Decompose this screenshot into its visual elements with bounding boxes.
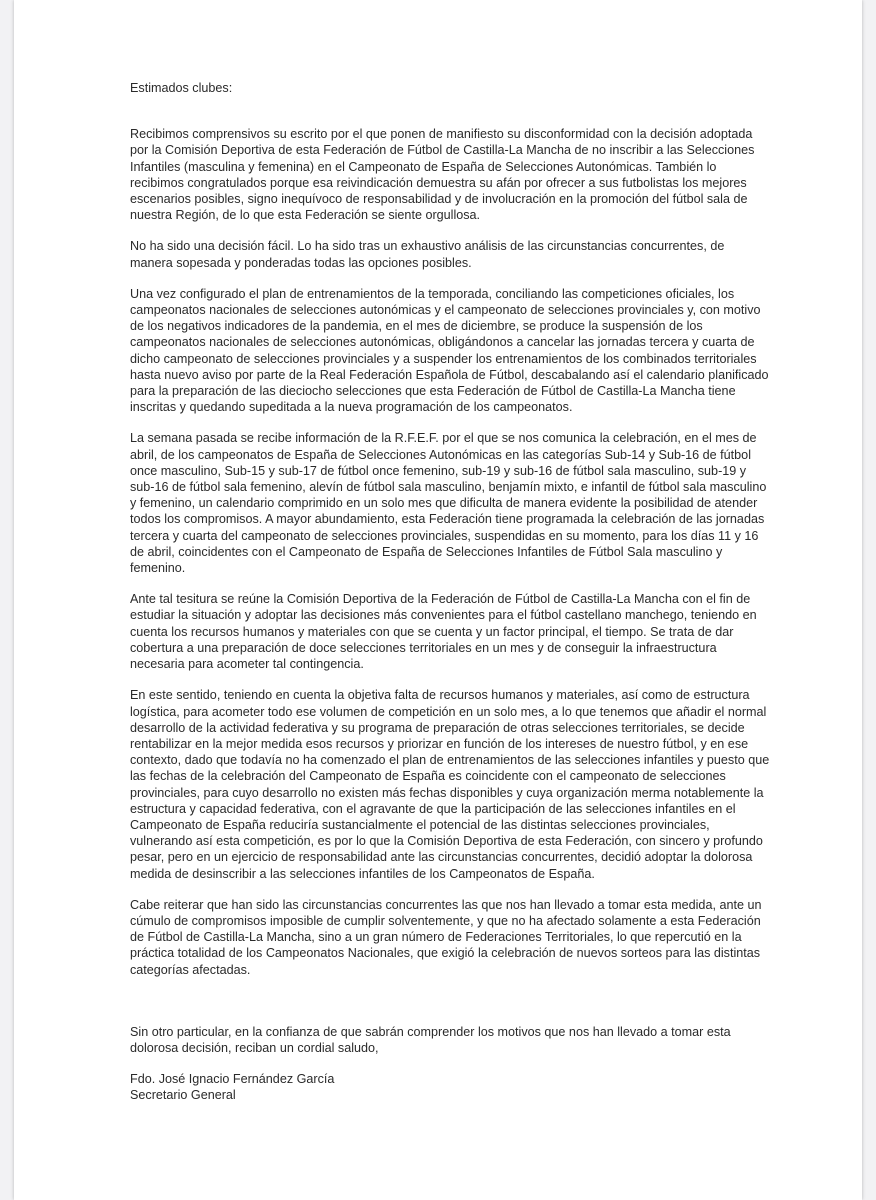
letter-closing: Sin otro particular, en la confianza de que sabrán comprender los motivos que nos han llevado a tomar esta dolorosa decisión, reciban un cordial saludo, [130, 1024, 731, 1055]
paragraph-4: La semana pasada se recibe información de la R.F.E.F. por el que se nos comunica la celebración, en el mes de abril, de los campeonatos de España de Selecciones Autonómicas en las categorías Sub-14 y Sub-16 de fútbol once masculino, Sub-15 y sub-17 de fútbol once femenino, sub-19 y sub-16 de fútbol sala masculino, sub-19 y sub-16 de fútbol sala femenino, alevín de fútbol sala masculino, benjamín mixto, e infantil de fútbol sala masculino y femenino, un calendario comprimido en un solo mes que dificulta de manera evidente la posibilidad de atender todos los compromisos. A mayor abundamiento, esta Federación tiene programada la celebración de las jornadas tercera y cuarta del campeonato de selecciones provinciales, suspendidas en su momento, para los días 11 y 16 de abril, coincidentes con el Campeonato de España de Selecciones Infantiles de Fútbol Sala masculino y femenino. [130, 431, 767, 576]
signature-name: Fdo. José Ignacio Fernández García [130, 1072, 335, 1087]
paragraph-2: No ha sido una decisión fácil. Lo ha sido tras un exhaustivo análisis de las circunstancias concurrentes, de manera sopesada y ponderadas todas las opciones posibles. [130, 239, 725, 270]
paragraph-7: Cabe reiterar que han sido las circunstancias concurrentes las que nos han llevado a tomar esta medida, ante un cúmulo de compromisos imposible de cumplir solventemente, y que no ha afectado solamente a esta Federación de Fútbol de Castilla-La Mancha, sino a un gran número de Federaciones Territoriales, lo que repercutió en la práctica totalidad de los Campeonatos Nacionales, que exigió la celebración de nuevos sorteos para las distintas categorías afectadas. [130, 897, 762, 977]
paragraph-6: En este sentido, teniendo en cuenta la objetiva falta de recursos humanos y materiales, así como de estructura logística, para acometer todo ese volumen de competición en un solo mes, a lo que tenemos que añadir el normal desarrollo de la actividad federativa y su programa de preparación de otras selecciones territoriales, se decide rentabilizar en la mejor medida esos recursos y priorizar en función de los intereses de nuestro fútbol, y en ese contexto, dado que todavía no ha comenzado el plan de entrenamientos de las selecciones infantiles y puesto que las fechas de la celebración del Campeonato de España es coincidente con el campeonato de selecciones provinciales, para cuyo desarrollo no existen más fechas disponibles y cuya organización merma notablemente la estructura y capacidad federativa, con el agravante de que la participación de las selecciones infantiles en el Campeonato de España reduciría sustancialmente el potencial de las distintas selecciones provinciales, vulnerando así esta competición, es por lo que la Comisión Deportiva de esta Federación, con sincero y profundo pesar, pero en un ejercicio de responsabilidad ante las circunstancias concurrentes, decidió adoptar la dolorosa medida de desinscribir a las selecciones infantiles de los Campeonatos de España. [130, 688, 770, 881]
paragraph-5: Ante tal tesitura se reúne la Comisión Deportiva de la Federación de Fútbol de Castilla-La Mancha con el fin de estudiar la situación y adoptar las decisiones más convenientes para el fútbol castellano manchego, teniendo en cuenta los recursos humanos y materiales con que se cuenta y un factor principal, el tiempo. Se trata de dar cobertura a una preparación de doce selecciones territoriales en un mes y de conseguir la infraestructura necesaria para acometer tal contingencia. [130, 592, 757, 672]
letter-body [130, 80, 770, 1104]
signature-block [130, 1071, 770, 1103]
paragraph-3: Una vez configurado el plan de entrenamientos de la temporada, conciliando las competiciones oficiales, los campeonatos nacionales de selecciones autonómicas y el campeonato de selecciones provinciales y, con motivo de los negativos indicadores de la pandemia, en el mes de diciembre, se produce la suspensión de los campeonatos nacionales de selecciones autonómicas, obligándonos a cancelar las jornadas tercera y cuarta de dicho campeonato de selecciones provinciales y a suspender los entrenamientos de los combinados territoriales hasta nuevo aviso por parte de la Real Federación Española de Fútbol, descabalando así el calendario planificado para la preparación de las dieciocho selecciones que esta Federación de Fútbol de Castilla-La Mancha tiene inscritas y quedando supeditada a la nueva programación de los campeonatos. [130, 286, 769, 415]
paragraph-1: Recibimos comprensivos su escrito por el que ponen de manifiesto su disconformidad con la decisión adoptada por la Comisión Deportiva de esta Federación de Fútbol de Castilla-La Mancha de no inscribir a las Selecciones Infantiles (masculina y femenina) en el Campeonato de España de Selecciones Autonómicas. También lo recibimos congratulados porque esa reivindicación demuestra su afán por ofrecer a sus futbolistas los mejores escenarios posibles, signo inequívoco de responsabilidad y de involucración en la promoción del fútbol sala de nuestra Región, de lo que esta Federación se siente orgullosa. [130, 127, 755, 223]
signature-title: Secretario General [130, 1088, 236, 1103]
document-page [14, 0, 862, 1200]
letter-greeting: Estimados clubes: [130, 81, 233, 95]
